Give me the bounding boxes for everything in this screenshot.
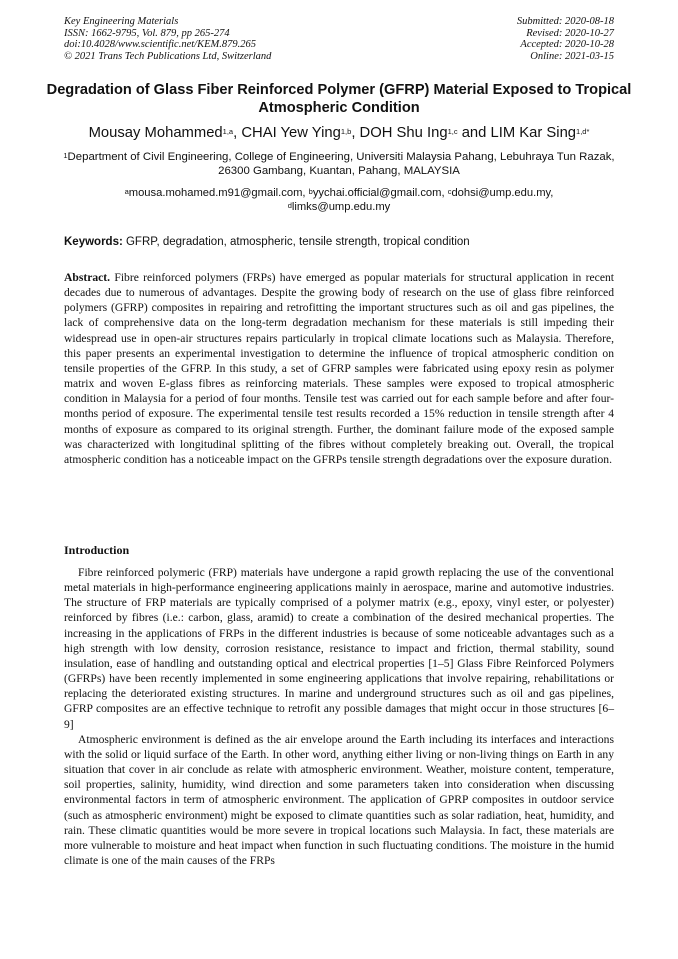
email-link[interactable]: yychai.official@gmail.com [312, 187, 442, 199]
author-sup: 1,a [222, 127, 234, 136]
abstract [64, 270, 614, 467]
keywords [64, 235, 614, 249]
affiliation: $^1$Department of Civil Engineering, College of Engineering, Universiti Malaysia Pahang, Lebuhraya Tun Razak, 26300 Gambang, Kuantan, Pahang, MALAYSIA [63, 151, 615, 178]
revised-date: Revised: 2020-10-27 [526, 27, 614, 39]
paragraph: Fibre reinforced polymeric (FRP) materials have undergone a rapid growth replacing the use of the conventional metal materials in high-performance engineering applications mainly in aerospace, marine and automotive industries. The structure of FRP materials are typically comprised of a polymer matrix (e.g., epoxy, vinyl ester, or polyester) reinforced by fibres (i.e.: carbon, glass, aramid) to create a combination of the desired mechanical properties. The increasing in the applications of FRPs in the different industries is because of some noticeable advantages such as a high strength with low density, corrosion resistance, resistance to impact and friction, thermal stability, sound insulation, ease of handling and outstanding optical and electrical properties [1–5] Glass Fibre Reinforced Polymers (GFRPs) have been recently implemented in some engineering applications that involve repairing, rehabilitations or replacing the deteriorated existing structures. In marine and underground structures such as oil and gas pipelines, GFRP composites are an effective technique to retrofit any possible damages that might occur in those structures [6–9] [64, 566, 614, 731]
abstract-text: Fibre reinforced polymers (FRPs) have emerged as popular materials for structural application in recent decades due to numerous of advantages. Despite the growing body of research on the use of glass fibre reinforced polymers (GFRP) composites in repairing and retrofitting the important structures such as oil and gas pipelines, the lack of comprehensive data on the long-term degradation mechanism for these materials is still impeding their widespread use in open-air structures repairs particularly in tropical climate locations such as Malaysia. Therefore, this paper presents an experimental investigation to determine the influence of tropical atmospheric condition on tensile properties of the GFRP. In this study, a set of GFRP samples were fabricated using epoxy resin as polymer matrix and woven E-glass fibres as reinforcing materials. These samples were exposed to tropical atmospheric condition in Malaysia for a period of four months. Tensile test was carried out for each sample before and after four-months period of exposure. The experimental tensile test results recorded a 15% reduction in tensile strength after 4 months of exposure as compared to its original strength. Further, the dominant failure mode of the exposed sample was characterized with longitudinal splitting of the fibres without completely breaking out. Overall, the tropical atmospheric condition has a noticeable impact on the GFRPs tensile strength degradations over the exposure duration. [64, 271, 614, 466]
author-sup: 1,d* [576, 127, 590, 136]
abstract-label: Abstract. [64, 271, 111, 284]
email-link[interactable]: limks@ump.edu.my [291, 201, 391, 214]
keywords-text: GFRP, degradation, atmospheric, tensile strength, tropical condition [122, 236, 470, 248]
accepted-date: Accepted: 2020-10-28 [520, 39, 614, 51]
affiliation-text: Department of Civil Engineering, College of Engineering, Universiti Malaysia Pahang, Lebuhraya Tun Razak, 26300 Gambang, Kuantan, Pahang, MALAYSIA [67, 151, 615, 178]
email-link[interactable]: dohsi@ump.edu.my [451, 187, 551, 199]
journal-name: Key Engineering Materials [64, 16, 179, 27]
author-name: LIM Kar Sing [490, 125, 577, 141]
author-name: Mousay Mohammed [88, 125, 223, 141]
keywords-label: Keywords: [64, 236, 123, 248]
author-name: CHAI Yew Ying [241, 125, 341, 141]
journal-info [64, 16, 271, 62]
author-sup: 1,c [447, 127, 458, 136]
author-name: DOH Shu Ing [359, 125, 448, 141]
introduction-body [64, 565, 614, 868]
author-list: Mousay Mohammed$^{1,a}$, CHAI Yew Ying$^{1,b}$, DOH Shu Ing$^{1,c}$ and LIM Kar Sing$^{1,d*}$ [88, 125, 590, 141]
author-sup: 1,b [340, 127, 352, 136]
online-date: Online: 2021-03-15 [530, 50, 614, 62]
copyright: © 2021 Trans Tech Publications Ltd, Switzerland [64, 50, 272, 62]
paper-title: Degradation of Glass Fiber Reinforced Polymer (GFRP) Material Exposed to Tropical Atmospheric Condition [46, 82, 632, 116]
issn: ISSN: 1662-9795, Vol. 879, pp 265-274 [64, 27, 230, 39]
author-emails: $^a$mousa.mohamed.m91@gmail.com, $^b$yychai.official@gmail.com, $^c$dohsi@ump.edu.my, $^d$limks@ump.edu.my [124, 187, 554, 214]
email-link[interactable]: mousa.mohamed.m91@gmail.com [128, 187, 303, 199]
doi: doi:10.4028/www.scientific.net/KEM.879.265 [64, 39, 256, 51]
dates-info [517, 16, 614, 62]
submitted-date: Submitted: 2020-08-18 [516, 16, 614, 27]
section-heading-introduction: Introduction [64, 543, 130, 557]
paragraph: Atmospheric environment is defined as the air envelope around the Earth including its interfaces and interactions with the solid or liquid surface of the Earth. In other word, anything either living or non-living things on Earth in any situation that cover in air conclude as relate with atmospheric environment. Weather, moisture content, temperature, soil properties, salinity, humidity, wind direction and some parameters taken into consideration when discussing environmental factors in term of atmospheric environment. The application of GPRP composites in outdoor service (such as atmospheric environment) might be exposed to climate quantities such as solar radiation, heat, humidity, and rain. These climatic quantities would be more severe in tropical locations such Malaysia. In fact, these materials are more vulnerable to moisture and heat impact when function in such fluctuating conditions. The moisture in the humid climate is one of the main causes of the FRPs [64, 732, 614, 867]
